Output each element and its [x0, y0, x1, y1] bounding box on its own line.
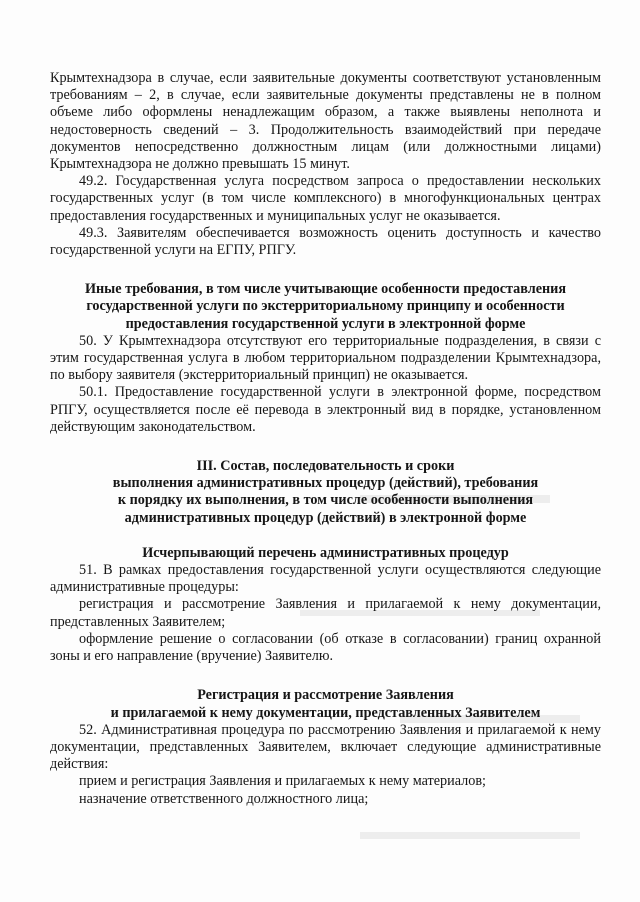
heading-registration-line: Регистрация и рассмотрение Заявления: [197, 687, 454, 704]
list-item-decision: оформление решение о согласовании (об отказе в согласовании) границ охранной зоны и его направление (вручение) Заявителю.: [50, 630, 601, 665]
section-3-heading-line: выполнения административных процедур (действий), требования: [112, 475, 539, 492]
paragraph-52: 52. Административная процедура по рассмотрению Заявления и прилагаемой к нему документации, представленных Заявителем, включает следующие административные действия:: [50, 721, 601, 773]
heading-registration: [50, 687, 601, 721]
section-3-heading: [50, 458, 601, 527]
heading-procedures-list: Исчерпывающий перечень административных процедур: [142, 544, 509, 561]
heading-registration-line: и прилагаемой к нему документации, представленных Заявителем: [110, 704, 541, 721]
list-item-assignment: назначение ответственного должностного лица;: [79, 790, 369, 807]
paragraph-continuation: Крымтехнадзора в случае, если заявительные документы соответствуют установленным требованиям – 2, в случае, если заявительные документы представлены не в полном объеме либо оформлены ненадлежащим образом, а также выявлены неполнота и недостоверность сведений – 3. Продолжительность взаимодействий при передаче документов непосредственно должностным лицам (или должностными лицами) Крымтехнадзора не должно превышать 15 минут.: [50, 70, 601, 173]
paragraph-49-3: 49.3. Заявителям обеспечивается возможность оценить доступность и качество государственной услуги на ЕГПУ, РПГУ.: [50, 224, 601, 259]
paragraph-50-1: 50.1. Предоставление государственной услуги в электронной форме, посредством РПГУ, осуществляется после её перевода в электронный вид в порядке, установленном действующим законодательством.: [50, 384, 601, 435]
list-item-reception: прием и регистрация Заявления и прилагаемых к нему материалов;: [79, 773, 486, 790]
heading-other-requirements: Иные требования, в том числе учитывающие особенности предоставления государственной услуги по экстерриториальному принципу и особенности предоставления государственной услуги в электронной форме: [84, 281, 567, 332]
section-3-heading-line: к порядку их выполнения, в том числе особенности выполнения: [117, 492, 534, 509]
document-body: [50, 70, 601, 808]
list-item-registration: регистрация и рассмотрение Заявления и прилагаемой к нему документации, представленных Заявителем;: [50, 596, 601, 630]
section-3-heading-line: административных процедур (действий) в электронной форме: [124, 509, 527, 526]
section-3-heading-line: III. Состав, последовательность и сроки: [196, 458, 455, 475]
paragraph-51: 51. В рамках предоставления государственной услуги осуществляются следующие административные процедуры:: [50, 562, 601, 596]
scan-noise: [360, 832, 580, 839]
paragraph-49-2: 49.2. Государственная услуга посредством запроса о предоставлении нескольких государственных услуг (в том числе комплексного) в многофункциональных центрах предоставления государственных и муниципальных услуг не оказывается.: [50, 173, 601, 224]
paragraph-50: 50. У Крымтехнадзора отсутствуют его территориальные подразделения, в связи с этим государственная услуга в любом территориальном подразделении Крымтехнадзора, по выбору заявителя (экстерриториальный принцип) не оказывается.: [50, 332, 601, 384]
